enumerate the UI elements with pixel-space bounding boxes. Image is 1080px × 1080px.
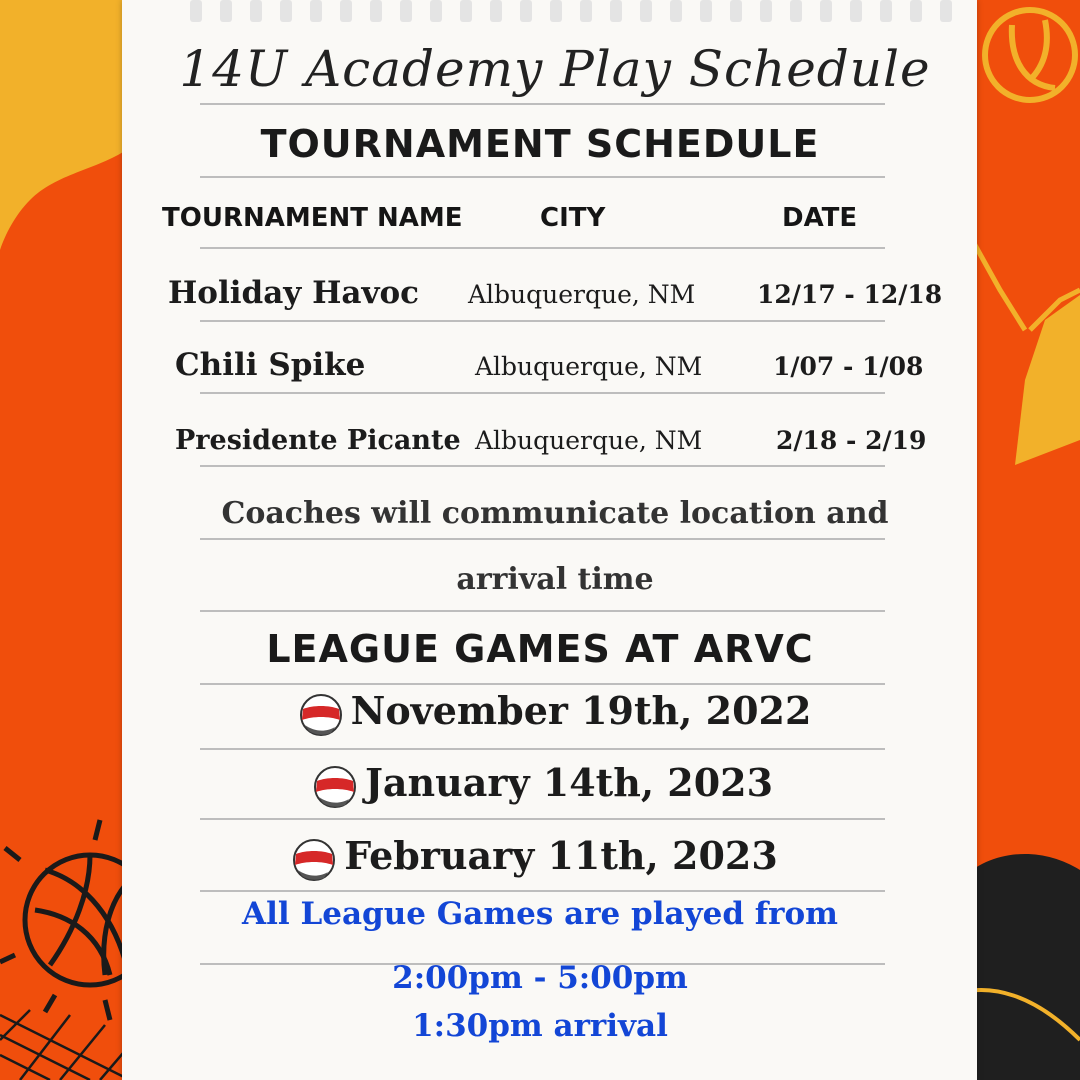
ruled-line xyxy=(200,103,885,105)
league-date-text: January 14th, 2023 xyxy=(364,760,774,805)
league-date-item xyxy=(0,760,1080,809)
league-time-range: 2:00pm - 5:00pm xyxy=(392,960,688,996)
ruled-line xyxy=(200,818,885,820)
league-date-text: November 19th, 2022 xyxy=(350,688,812,733)
coaches-note: Coaches will communicate location and xyxy=(221,496,889,531)
column-header-name: TOURNAMENT NAME xyxy=(162,203,463,233)
tournament-city: Albuquerque, NM xyxy=(475,426,703,455)
arvc-volleyball-icon xyxy=(313,765,357,809)
ruled-line xyxy=(200,610,885,612)
league-heading: LEAGUE GAMES AT ARVC xyxy=(266,627,814,671)
sun-volleyball-icon xyxy=(985,10,1075,100)
tournament-city: Albuquerque, NM xyxy=(475,352,703,381)
ruled-line xyxy=(200,392,885,394)
arvc-volleyball-icon xyxy=(299,693,343,737)
ruled-line xyxy=(200,890,885,892)
player-body-shape xyxy=(1015,295,1080,465)
tournament-name: Holiday Havoc xyxy=(168,275,420,311)
column-header-city: CITY xyxy=(540,203,606,233)
arvc-volleyball-icon xyxy=(292,838,336,882)
league-arrival-time: 1:30pm arrival xyxy=(412,1008,668,1044)
tournament-name: Presidente Picante xyxy=(175,425,461,456)
ruled-line xyxy=(200,538,885,540)
ruled-line xyxy=(200,683,885,685)
ruled-line xyxy=(200,247,885,249)
league-date-item xyxy=(0,688,1080,737)
tournament-date: 12/17 - 12/18 xyxy=(757,280,943,309)
tournament-heading: TOURNAMENT SCHEDULE xyxy=(260,122,820,166)
league-date-item xyxy=(0,833,1080,882)
column-header-date: DATE xyxy=(782,203,858,233)
ruled-line xyxy=(200,748,885,750)
ruled-line xyxy=(200,465,885,467)
league-info-line: All League Games are played from xyxy=(242,896,838,932)
tournament-city: Albuquerque, NM xyxy=(468,280,696,309)
ruled-line xyxy=(200,176,885,178)
notebook-binding xyxy=(190,0,970,28)
tournament-date: 2/18 - 2/19 xyxy=(776,426,927,455)
coaches-note-line2: arrival time xyxy=(456,562,654,597)
league-date-text: February 11th, 2023 xyxy=(344,833,778,878)
tournament-name: Chili Spike xyxy=(175,347,366,383)
ruled-line xyxy=(200,320,885,322)
tournament-date: 1/07 - 1/08 xyxy=(773,352,924,381)
page-title: 14U Academy Play Schedule xyxy=(179,40,931,98)
